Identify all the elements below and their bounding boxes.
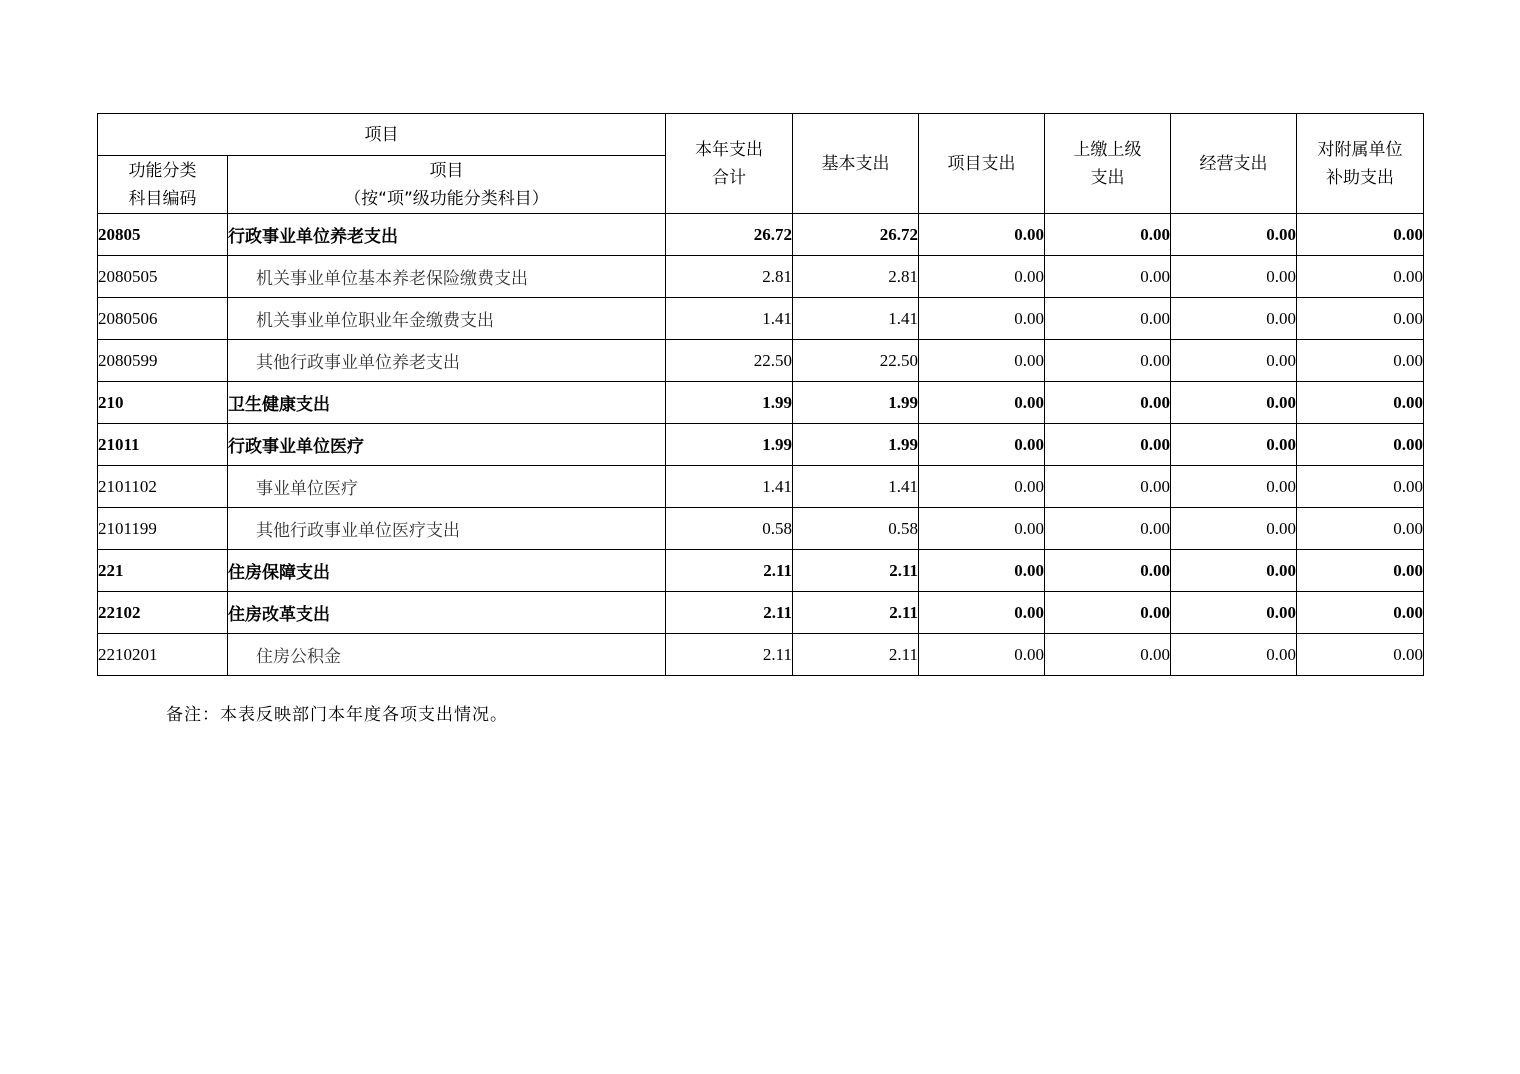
row-total-value: 2.11 (666, 550, 793, 592)
row-code: 2101102 (98, 466, 228, 508)
row-upper-value: 0.00 (1045, 592, 1171, 634)
row-upper-value: 0.00 (1045, 340, 1171, 382)
row-code: 2080506 (98, 298, 228, 340)
row-total-value: 2.11 (666, 634, 793, 676)
row-upper-value: 0.00 (1045, 466, 1171, 508)
table-row (98, 634, 1424, 676)
row-name: 机关事业单位基本养老保险缴费支出 (228, 256, 666, 298)
row-upper-value: 0.00 (1045, 298, 1171, 340)
row-subsidy-value: 0.00 (1297, 256, 1424, 298)
row-project-value: 0.00 (919, 550, 1045, 592)
row-subsidy-value: 0.00 (1297, 592, 1424, 634)
row-code: 2210201 (98, 634, 228, 676)
row-business-value: 0.00 (1171, 466, 1297, 508)
row-project-value: 0.00 (919, 382, 1045, 424)
row-total-value: 1.41 (666, 466, 793, 508)
row-name: 住房保障支出 (228, 550, 666, 592)
header-func-name (228, 156, 666, 214)
row-business-value: 0.00 (1171, 592, 1297, 634)
row-subsidy-value: 0.00 (1297, 466, 1424, 508)
row-basic-value: 2.11 (793, 634, 919, 676)
header-func-code (98, 156, 228, 214)
row-subsidy-value: 0.00 (1297, 298, 1424, 340)
header-project-group: 项目 (98, 114, 666, 156)
row-code: 22102 (98, 592, 228, 634)
row-basic-value: 1.99 (793, 382, 919, 424)
row-upper-value: 0.00 (1045, 214, 1171, 256)
row-name: 住房公积金 (228, 634, 666, 676)
row-subsidy-value: 0.00 (1297, 340, 1424, 382)
row-project-value: 0.00 (919, 634, 1045, 676)
row-subsidy-value: 0.00 (1297, 214, 1424, 256)
table-note: 备注：本表反映部门本年度各项支出情况。 (166, 705, 508, 725)
row-code: 2080599 (98, 340, 228, 382)
row-total-value: 2.81 (666, 256, 793, 298)
header-total (666, 114, 793, 214)
row-business-value: 0.00 (1171, 508, 1297, 550)
row-basic-value: 2.11 (793, 592, 919, 634)
row-project-value: 0.00 (919, 340, 1045, 382)
row-upper-value: 0.00 (1045, 382, 1171, 424)
expenditure-table (97, 113, 1424, 676)
row-business-value: 0.00 (1171, 424, 1297, 466)
table-row (98, 256, 1424, 298)
row-business-value: 0.00 (1171, 298, 1297, 340)
row-business-value: 0.00 (1171, 382, 1297, 424)
header-basic: 基本支出 (793, 114, 919, 214)
row-basic-value: 1.99 (793, 424, 919, 466)
row-business-value: 0.00 (1171, 634, 1297, 676)
row-name: 其他行政事业单位医疗支出 (228, 508, 666, 550)
row-project-value: 0.00 (919, 592, 1045, 634)
row-upper-value: 0.00 (1045, 550, 1171, 592)
row-total-value: 1.41 (666, 298, 793, 340)
table-body (98, 214, 1424, 676)
row-upper-value: 0.00 (1045, 508, 1171, 550)
row-total-value: 1.99 (666, 382, 793, 424)
row-name: 行政事业单位养老支出 (228, 214, 666, 256)
row-upper-value: 0.00 (1045, 634, 1171, 676)
header-business: 经营支出 (1171, 114, 1297, 214)
row-project-value: 0.00 (919, 424, 1045, 466)
row-basic-value: 2.11 (793, 550, 919, 592)
row-subsidy-value: 0.00 (1297, 634, 1424, 676)
row-total-value: 2.11 (666, 592, 793, 634)
row-code: 2101199 (98, 508, 228, 550)
table-row (98, 424, 1424, 466)
row-name: 事业单位医疗 (228, 466, 666, 508)
header-upper (1045, 114, 1171, 214)
header-func-code-label: 功能分类 科目编码 (128, 160, 197, 209)
row-business-value: 0.00 (1171, 550, 1297, 592)
row-business-value: 0.00 (1171, 340, 1297, 382)
row-code: 221 (98, 550, 228, 592)
row-project-value: 0.00 (919, 298, 1045, 340)
row-project-value: 0.00 (919, 508, 1045, 550)
header-project: 项目支出 (919, 114, 1045, 214)
row-project-value: 0.00 (919, 214, 1045, 256)
row-code: 21011 (98, 424, 228, 466)
row-code: 210 (98, 382, 228, 424)
table-row (98, 298, 1424, 340)
row-name: 卫生健康支出 (228, 382, 666, 424)
table-row (98, 340, 1424, 382)
row-basic-value: 2.81 (793, 256, 919, 298)
row-basic-value: 0.58 (793, 508, 919, 550)
row-name: 其他行政事业单位养老支出 (228, 340, 666, 382)
table-row (98, 508, 1424, 550)
row-total-value: 22.50 (666, 340, 793, 382)
row-business-value: 0.00 (1171, 214, 1297, 256)
row-name: 住房改革支出 (228, 592, 666, 634)
row-basic-value: 1.41 (793, 298, 919, 340)
header-subsidy-label: 对附属单位 补助支出 (1317, 139, 1403, 188)
row-total-value: 26.72 (666, 214, 793, 256)
row-business-value: 0.00 (1171, 256, 1297, 298)
row-basic-value: 26.72 (793, 214, 919, 256)
row-upper-value: 0.00 (1045, 256, 1171, 298)
row-subsidy-value: 0.00 (1297, 508, 1424, 550)
row-code: 20805 (98, 214, 228, 256)
header-func-name-label: 项目 （按“项”级功能分类科目） (344, 160, 549, 209)
row-basic-value: 22.50 (793, 340, 919, 382)
table-row (98, 592, 1424, 634)
row-project-value: 0.00 (919, 466, 1045, 508)
row-code: 2080505 (98, 256, 228, 298)
row-subsidy-value: 0.00 (1297, 424, 1424, 466)
header-subsidy (1297, 114, 1424, 214)
table-row (98, 382, 1424, 424)
row-subsidy-value: 0.00 (1297, 382, 1424, 424)
table-row (98, 214, 1424, 256)
header-upper-label: 上缴上级 支出 (1073, 139, 1142, 188)
row-total-value: 1.99 (666, 424, 793, 466)
header-total-label: 本年支出 合计 (695, 139, 763, 188)
row-subsidy-value: 0.00 (1297, 550, 1424, 592)
row-project-value: 0.00 (919, 256, 1045, 298)
row-name: 行政事业单位医疗 (228, 424, 666, 466)
row-basic-value: 1.41 (793, 466, 919, 508)
table-row (98, 550, 1424, 592)
row-upper-value: 0.00 (1045, 424, 1171, 466)
row-total-value: 0.58 (666, 508, 793, 550)
row-name: 机关事业单位职业年金缴费支出 (228, 298, 666, 340)
table-row (98, 466, 1424, 508)
